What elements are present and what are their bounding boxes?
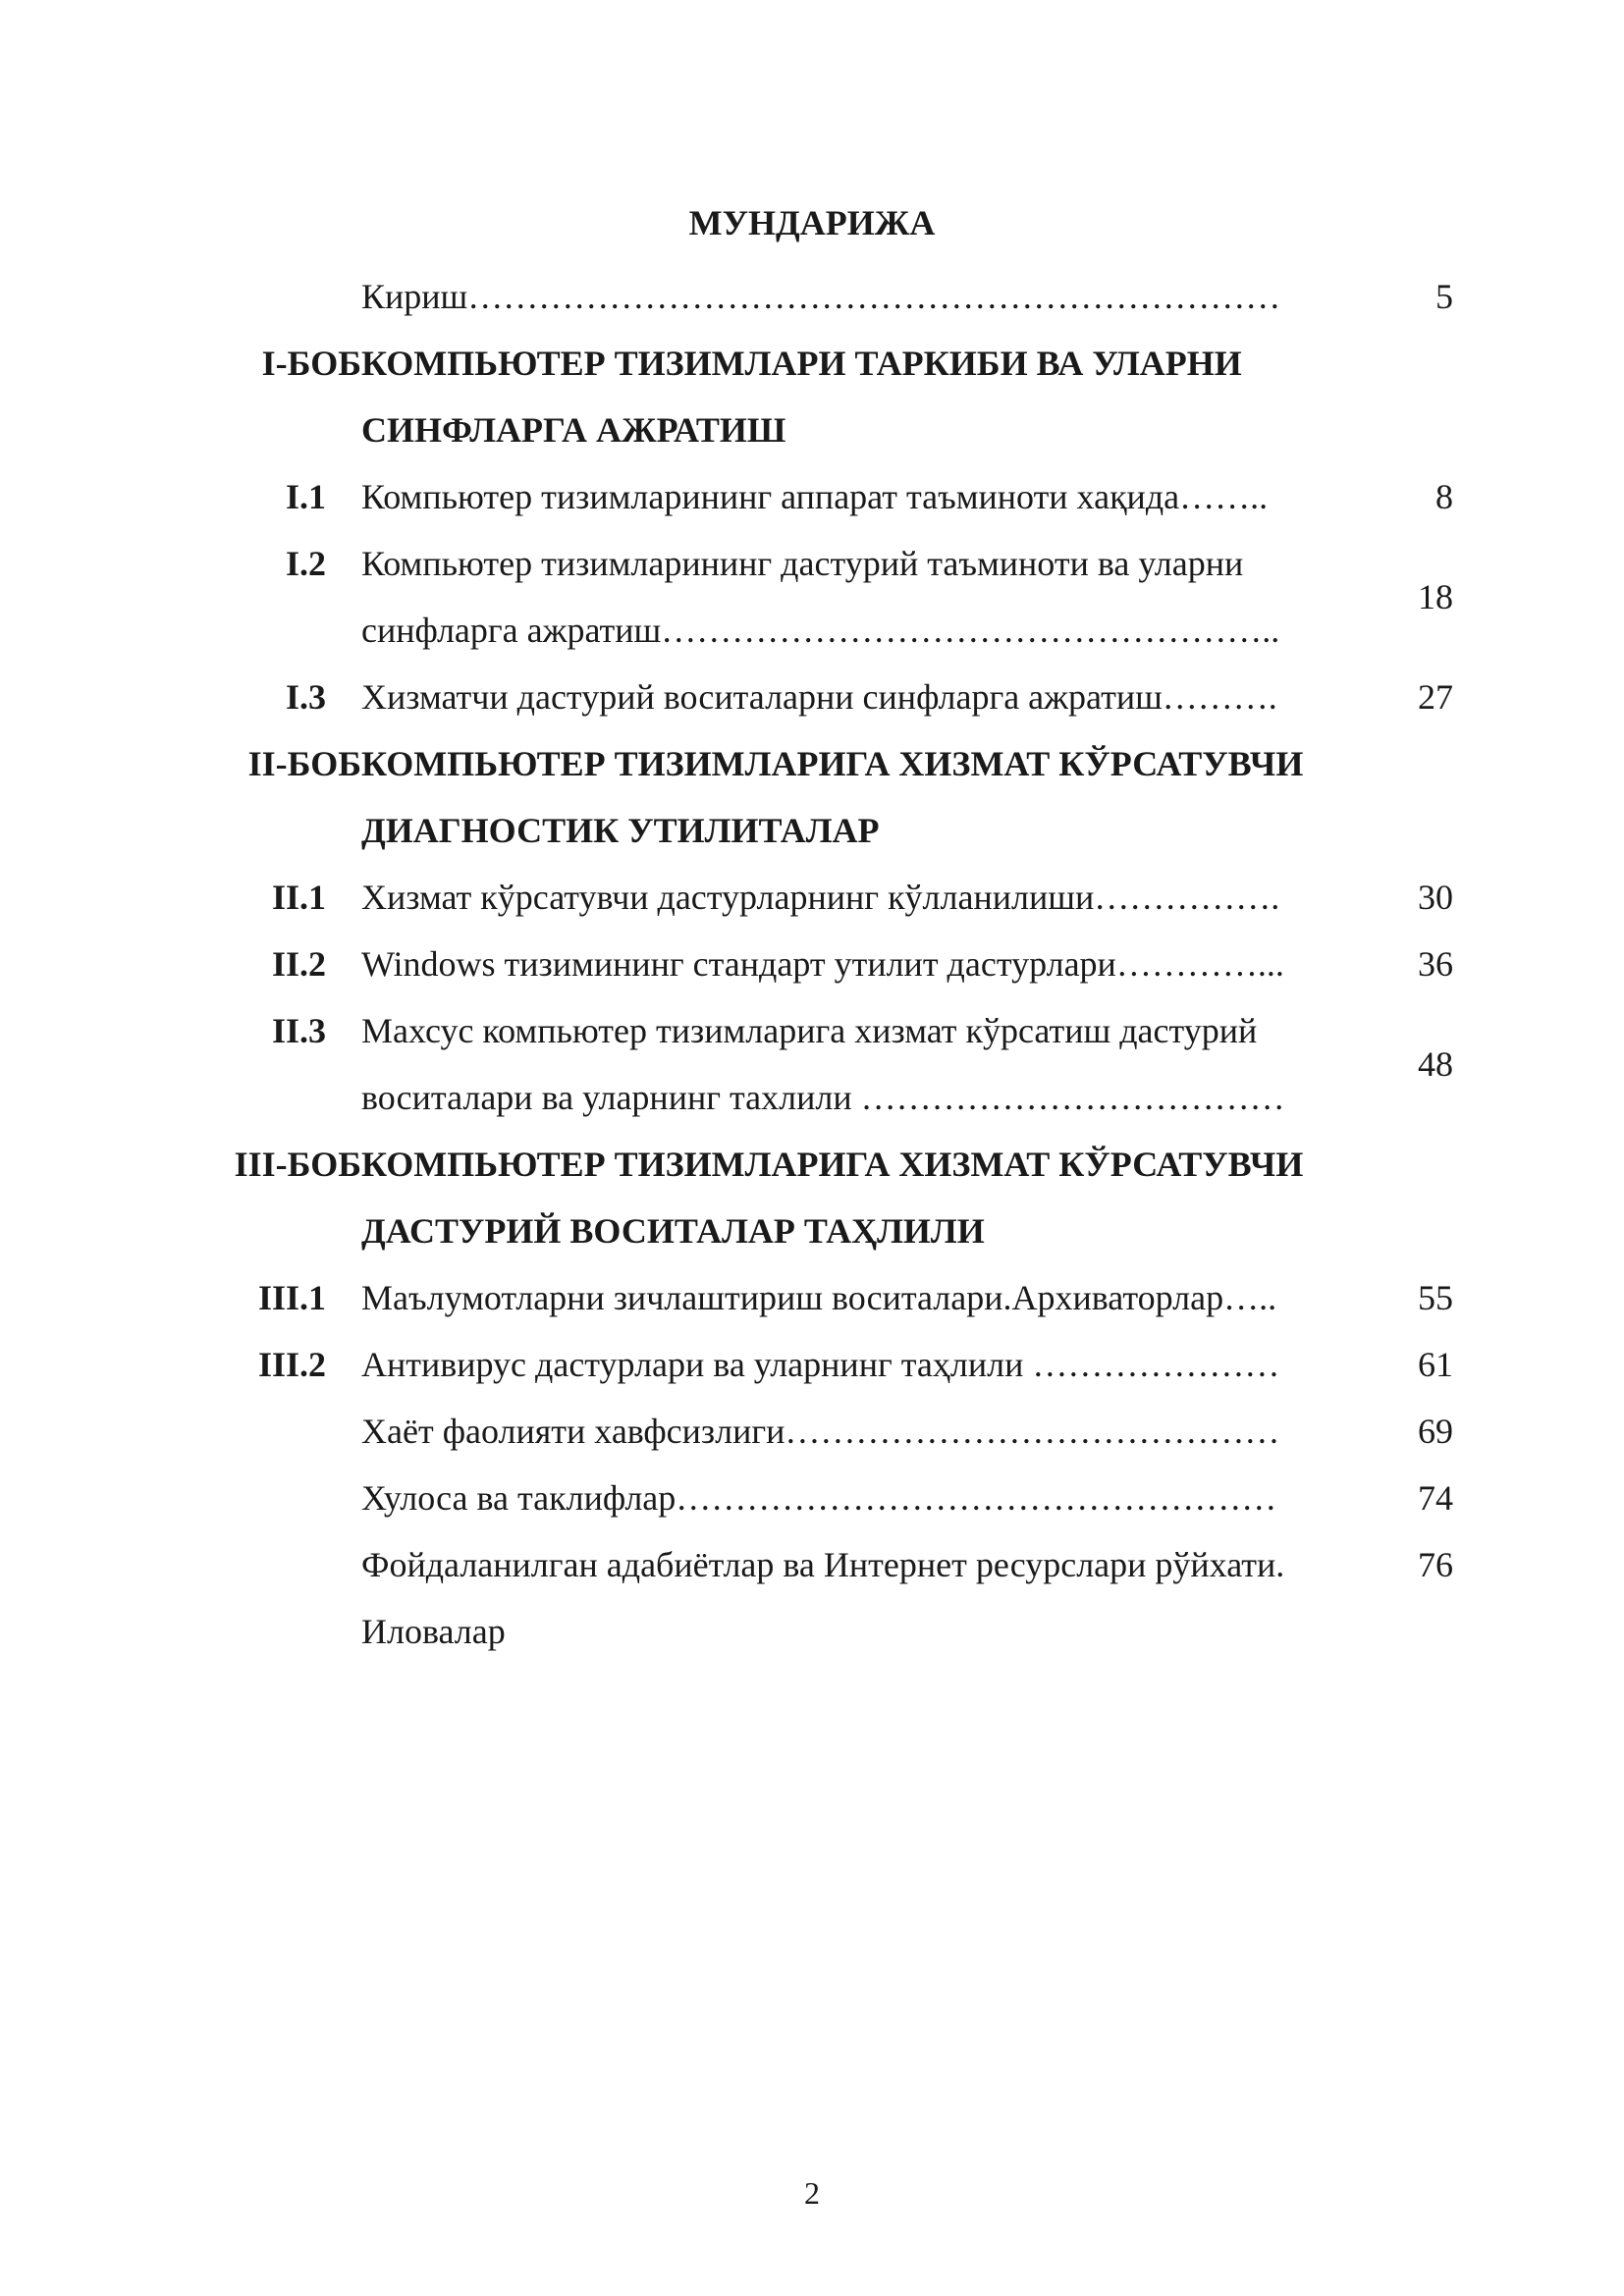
toc-entry-text: Хулоса ва таклифлар…………………………………………… xyxy=(361,1478,1277,1518)
toc-entry-label: I.3 xyxy=(285,677,326,717)
toc-entry-label xyxy=(157,1398,361,1465)
toc-entry-page: 27 xyxy=(1418,677,1453,717)
toc-entry-text: Иловалар xyxy=(361,1612,506,1651)
toc-entry-text: Компьютер тизимларининг дастурий таъминоти ва уларни синфларга ажратиш…………………………………………….. xyxy=(361,544,1280,650)
toc-entry-label xyxy=(157,263,361,330)
toc-entry-text: Махсус компьютер тизимларига хизмат кўрсатиш дастурий воситалари ва уларнинг тахлили ……………………………… xyxy=(361,1011,1285,1117)
toc-entry-page: 18 xyxy=(1418,577,1453,616)
toc-entry xyxy=(157,1264,1453,1331)
toc-entry-label xyxy=(157,1465,361,1531)
toc-entry-label: II.2 xyxy=(271,944,326,984)
toc-entry-label: I.1 xyxy=(285,477,326,516)
toc-entry xyxy=(157,1598,1453,1665)
toc-entry xyxy=(157,931,1453,997)
toc-entry xyxy=(157,463,1453,530)
toc-entry-page: 8 xyxy=(1435,477,1453,516)
toc-entry-label: II.1 xyxy=(271,878,326,917)
page-title: МУНДАРИЖА xyxy=(688,203,936,242)
toc-entry-label: I-БОБ xyxy=(261,344,361,383)
toc-entry xyxy=(157,997,1453,1131)
toc-entry-text: Компьютер тизимларининг аппарат таъминоти хақида…….. xyxy=(361,477,1269,516)
toc-entry-text: Маълумотларни зичлаштириш воситалари.Архиваторлар….. xyxy=(361,1278,1277,1317)
toc-entry-label: II-БОБ xyxy=(247,744,361,783)
toc-entry xyxy=(157,1398,1453,1465)
toc-entry-text: Хизмат кўрсатувчи дастурларнинг кўлланилиши……………. xyxy=(361,878,1280,917)
toc-chapter xyxy=(157,730,1453,864)
table-of-contents xyxy=(157,263,1453,1665)
toc-entry-page: 5 xyxy=(1435,277,1453,316)
toc-entry-label: I.2 xyxy=(285,544,326,583)
toc-entry xyxy=(157,530,1453,664)
page-number: 2 xyxy=(804,2175,820,2211)
toc-entry-label xyxy=(157,1531,361,1598)
toc-entry-text: КОМПЬЮТЕР ТИЗИМЛАРИ ТАРКИБИ ВА УЛАРНИ СИНФЛАРГА АЖРАТИШ xyxy=(361,344,1242,450)
toc-entry-text: КОМПЬЮТЕР ТИЗИМЛАРИГА ХИЗМАТ КЎРСАТУВЧИ ДИАГНОСТИК УТИЛИТАЛАР xyxy=(361,744,1304,850)
toc-entry-text: Хизматчи дастурий воситаларни синфларга ажратиш………. xyxy=(361,677,1277,717)
toc-entry xyxy=(157,1331,1453,1398)
toc-entry-text: Антивирус дастурлари ва уларнинг таҳлили ………………… xyxy=(361,1345,1280,1384)
toc-entry-page: 61 xyxy=(1418,1345,1453,1384)
toc-entry-page: 30 xyxy=(1418,878,1453,917)
toc-entry-page: 48 xyxy=(1418,1044,1453,1084)
toc-entry-page: 55 xyxy=(1418,1278,1453,1317)
toc-entry-page: 76 xyxy=(1418,1545,1453,1584)
toc-entry-text: Фойдаланилган адабиётлар ва Интернет ресурслари рўйхати. xyxy=(361,1545,1285,1584)
toc-entry-text: Хаёт фаолияти хавфсизлиги…………………………………… xyxy=(361,1412,1280,1451)
toc-entry-label: III-БОБ xyxy=(234,1145,361,1184)
toc-entry-label: III.2 xyxy=(257,1345,326,1384)
toc-entry-page: 69 xyxy=(1418,1412,1453,1451)
toc-entry xyxy=(157,864,1453,931)
toc-entry-page: 36 xyxy=(1418,944,1453,984)
toc-entry xyxy=(157,1465,1453,1531)
toc-entry xyxy=(157,1531,1453,1598)
toc-entry-page: 74 xyxy=(1418,1478,1453,1518)
toc-chapter xyxy=(157,330,1453,463)
toc-chapter xyxy=(157,1131,1453,1264)
toc-entry-label: II.3 xyxy=(271,1011,326,1050)
toc-entry xyxy=(157,664,1453,730)
toc-entry-label: III.1 xyxy=(257,1278,326,1317)
toc-entry xyxy=(157,263,1453,330)
toc-entry-label xyxy=(157,1598,361,1665)
toc-entry-text: КОМПЬЮТЕР ТИЗИМЛАРИГА ХИЗМАТ КЎРСАТУВЧИ ДАСТУРИЙ ВОСИТАЛАР ТАҲЛИЛИ xyxy=(361,1145,1304,1251)
toc-entry-text: Windows тизимининг стандарт утилит дастурлари…………... xyxy=(361,944,1284,984)
toc-entry-text: Кириш…………………………………………………………… xyxy=(361,277,1281,316)
